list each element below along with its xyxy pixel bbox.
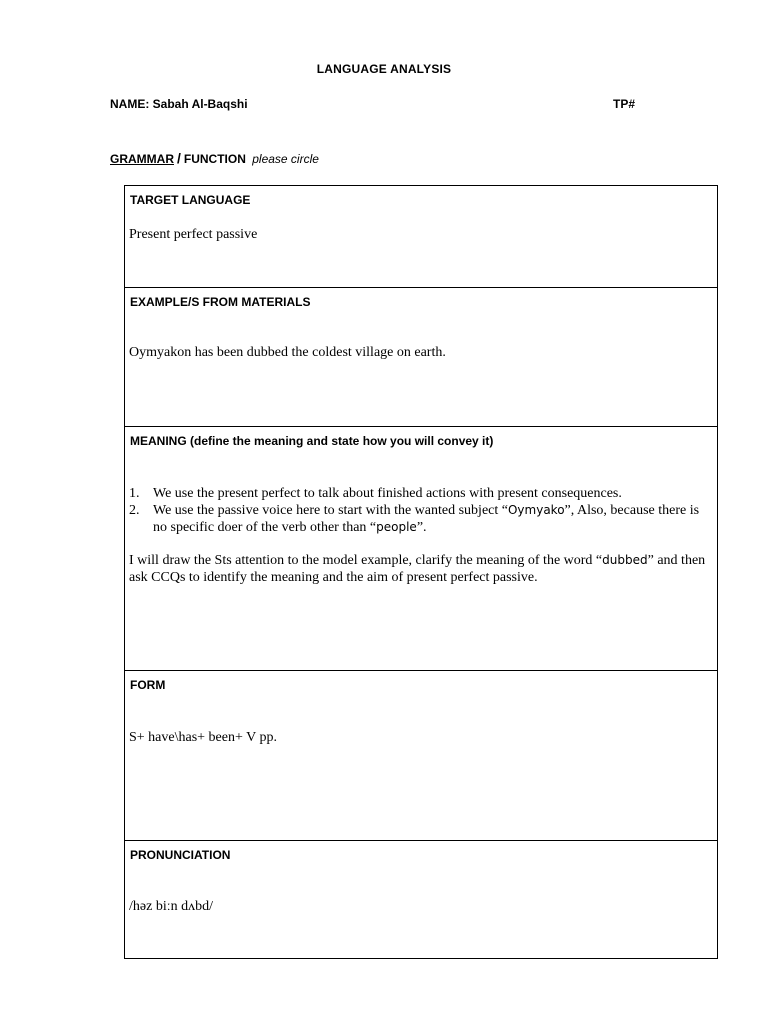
list-item-text: We use the passive voice here to start with the wanted subject “ bbox=[153, 503, 508, 518]
meaning-section bbox=[125, 427, 717, 671]
pronunciation-heading: PRONUNCIATION bbox=[130, 848, 231, 862]
document-title: LANGUAGE ANALYSIS bbox=[316, 62, 452, 76]
analysis-table bbox=[124, 185, 718, 959]
circle-instruction: please circle bbox=[252, 152, 319, 166]
list-item-text: ”. bbox=[416, 520, 427, 535]
student-name: NAME: Sabah Al-Baqshi bbox=[110, 97, 248, 111]
meaning-paragraph bbox=[129, 552, 713, 586]
meaning-heading: MEANING (define the meaning and state how you will convey it) bbox=[130, 434, 494, 448]
list-item-text: We use the present perfect to talk about finished actions with present consequences. bbox=[153, 486, 622, 501]
option-separator: / bbox=[177, 150, 181, 166]
examples-heading: EXAMPLE/S FROM MATERIALS bbox=[130, 295, 311, 309]
tp-number-label: TP# bbox=[613, 97, 636, 111]
examples-section bbox=[125, 288, 717, 427]
target-language-heading: TARGET LANGUAGE bbox=[130, 193, 251, 207]
meaning-item bbox=[129, 502, 713, 536]
grammar-function-line bbox=[110, 150, 319, 166]
target-language-text: Present perfect passive bbox=[129, 227, 258, 242]
list-number: 2. bbox=[129, 503, 140, 518]
meaning-item bbox=[129, 485, 713, 502]
form-text: S+ have\has+ been+ V pp. bbox=[129, 730, 277, 745]
quoted-word: dubbed bbox=[602, 553, 648, 567]
function-option: FUNCTION bbox=[183, 152, 246, 166]
example-sentence: Oymyakon has been dubbed the coldest village on earth. bbox=[129, 345, 446, 360]
quoted-word: people bbox=[376, 520, 417, 534]
meaning-list bbox=[129, 485, 713, 536]
list-item-text: ”, Also, because there is no specific doer of the verb other than “ bbox=[153, 503, 700, 535]
phonemic-transcription: /həz biːn dʌbd/ bbox=[129, 899, 213, 914]
pronunciation-section bbox=[125, 841, 717, 958]
quoted-word: Oymyako bbox=[507, 503, 565, 517]
form-section bbox=[125, 671, 717, 841]
list-number: 1. bbox=[129, 486, 140, 501]
paragraph-text: ” and then ask CCQs to identify the meaning and the aim of present perfect passive. bbox=[129, 553, 706, 585]
grammar-option: GRAMMAR bbox=[110, 152, 174, 166]
paragraph-text: I will draw the Sts attention to the model example, clarify the meaning of the word “ bbox=[129, 553, 603, 568]
target-language-section bbox=[125, 186, 717, 288]
form-heading: FORM bbox=[130, 678, 166, 692]
